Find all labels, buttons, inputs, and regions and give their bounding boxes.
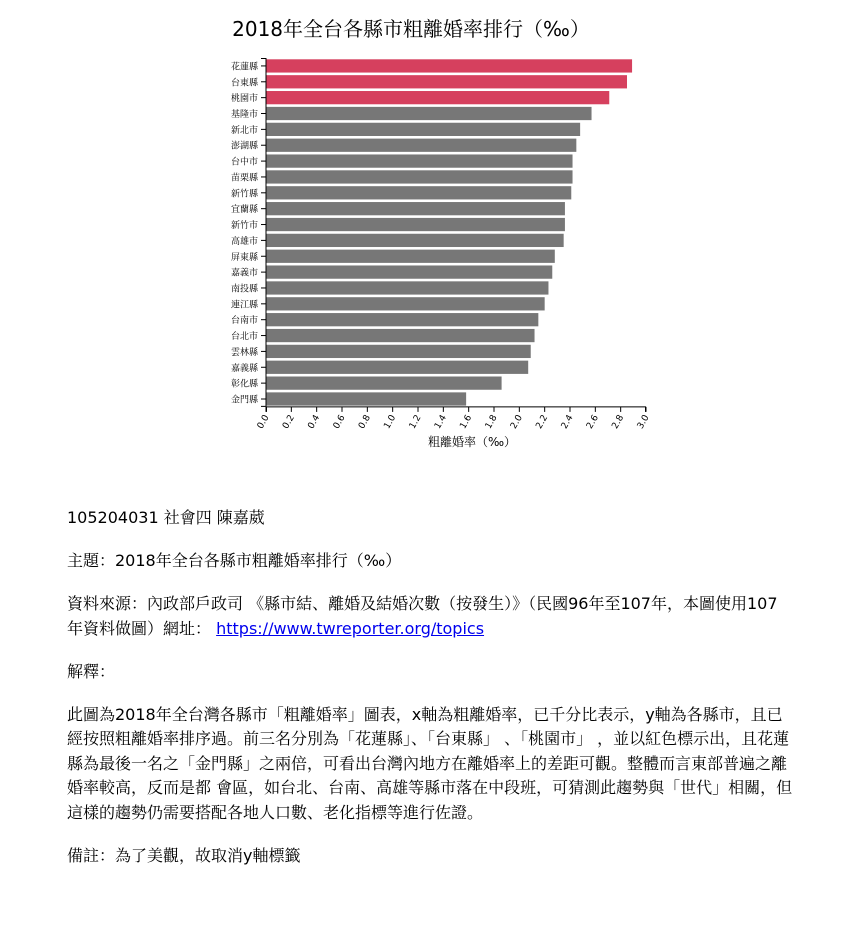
x-tick-label: 2.6 xyxy=(585,413,601,431)
x-axis-line xyxy=(267,407,646,412)
divorce-rate-chart xyxy=(0,0,860,460)
bar-花蓮縣 xyxy=(266,59,632,72)
bar-嘉義縣 xyxy=(266,361,528,374)
x-tick-label: 1.8 xyxy=(483,413,500,431)
bar-新竹縣 xyxy=(266,186,571,199)
y-tick-label: 連江縣 xyxy=(230,300,258,311)
source-text: 資料來源：內政部戶政司 《縣市結、離婚及結婚次數（按發生）》（民國96年至107年，本圖使用107年資料做圖）網址： xyxy=(67,594,778,638)
bar-嘉義市 xyxy=(266,265,552,278)
author-line: 105204031 社會四 陳嘉葳 xyxy=(67,508,265,527)
y-tick-label: 基隆市 xyxy=(230,110,258,121)
y-tick-label: 澎湖縣 xyxy=(230,141,258,152)
x-axis xyxy=(256,407,652,431)
bar-苗栗縣 xyxy=(266,170,573,183)
x-tick-label: 1.0 xyxy=(382,413,399,431)
bar-高雄市 xyxy=(266,234,564,247)
source-paragraph xyxy=(67,592,793,641)
y-tick-label: 桃園市 xyxy=(230,94,258,105)
y-tick-label: 雲林縣 xyxy=(230,347,258,358)
x-tick-label: 0.2 xyxy=(281,413,297,431)
x-tick-label: 2.2 xyxy=(534,413,551,431)
x-tick-label: 0.0 xyxy=(255,413,272,431)
x-axis-title: 粗離婚率（‰） xyxy=(427,435,517,449)
explain-label: 解釋： xyxy=(67,661,116,681)
bar-連江縣 xyxy=(266,297,545,310)
x-tick-label: 2.8 xyxy=(610,413,627,431)
x-tick-label: 1.6 xyxy=(458,413,475,431)
y-tick-label: 台南市 xyxy=(230,316,258,327)
x-tick-label: 1.2 xyxy=(407,413,424,431)
y-tick-label: 彰化縣 xyxy=(230,379,258,390)
y-axis xyxy=(231,59,266,407)
description-section xyxy=(67,506,793,887)
x-tick-label: 0.4 xyxy=(306,413,323,431)
x-tick-label: 2.4 xyxy=(559,413,576,431)
bar-宜蘭縣 xyxy=(266,202,565,215)
y-tick-label: 台中市 xyxy=(230,157,258,168)
y-tick-label: 嘉義縣 xyxy=(230,363,258,374)
bar-彰化縣 xyxy=(266,377,502,390)
source-link[interactable]: https://www.twreporter.org/topics xyxy=(216,618,485,638)
y-tick-label: 嘉義市 xyxy=(230,268,258,279)
y-tick-label: 台北市 xyxy=(230,332,258,343)
x-tick-label: 0.6 xyxy=(331,413,348,431)
y-tick-label: 苗栗縣 xyxy=(230,173,258,184)
y-tick-label: 花蓮縣 xyxy=(230,62,258,73)
note-line: 備註：為了美觀，故取消y軸標籤 xyxy=(67,845,301,865)
topic-line: 主題：2018年全台各縣市粗離婚率排行（‰） xyxy=(67,551,402,570)
bar-桃園市 xyxy=(266,91,609,104)
bar-基隆市 xyxy=(266,107,592,120)
y-tick-label: 新竹市 xyxy=(230,221,258,232)
chart-title: 2018年全台各縣市粗離婚率排行（‰） xyxy=(232,17,590,41)
y-tick-label: 金門縣 xyxy=(230,395,258,406)
bar-台中市 xyxy=(266,154,573,167)
y-tick-label: 台東縣 xyxy=(230,78,258,89)
bar-台南市 xyxy=(266,313,538,326)
x-tick-label: 3.0 xyxy=(635,413,652,431)
bar-雲林縣 xyxy=(266,345,531,358)
bar-金門縣 xyxy=(266,392,466,405)
bars-group xyxy=(266,59,632,405)
y-tick-label: 高雄市 xyxy=(230,236,258,247)
y-tick-label: 南投縣 xyxy=(230,284,258,295)
bar-台東縣 xyxy=(266,75,627,88)
x-tick-label: 0.8 xyxy=(357,413,373,431)
bar-南投縣 xyxy=(266,281,548,294)
x-tick-label: 2.0 xyxy=(509,413,525,431)
y-tick-label: 新北市 xyxy=(230,125,258,136)
bar-屏東縣 xyxy=(266,250,555,263)
y-tick-label: 新竹縣 xyxy=(230,189,258,200)
x-tick-label: 1.4 xyxy=(433,413,449,431)
y-axis-line xyxy=(261,59,266,407)
bar-新竹市 xyxy=(266,218,565,231)
bar-台北市 xyxy=(266,329,535,342)
bar-新北市 xyxy=(266,123,580,136)
y-tick-label: 宜蘭縣 xyxy=(230,205,258,216)
bar-澎湖縣 xyxy=(266,139,576,152)
explain-paragraph: 此圖為2018年全台灣各縣市「粗離婚率」圖表，x軸為粗離婚率，已千分比表示，y軸為各縣市，且已經按照粗離婚率排序過。前三名分別為「花蓮縣」、「台東縣」 、「桃園市」 ，並以紅色標示出，且花蓮縣為最後一名之「金門縣」之兩倍，可看出台灣內地方在離婚率上的差距可觀。整體而言東部普遍之離婚率較高，反而是都 會區，如台北、台南、高雄等縣市落在中段班，可猜測此趨勢與「世代」相關，但這樣的趨勢仍需要搭配各地人口數、老化指標等進行佐證。 xyxy=(67,704,793,822)
y-tick-label: 屏東縣 xyxy=(230,252,258,263)
